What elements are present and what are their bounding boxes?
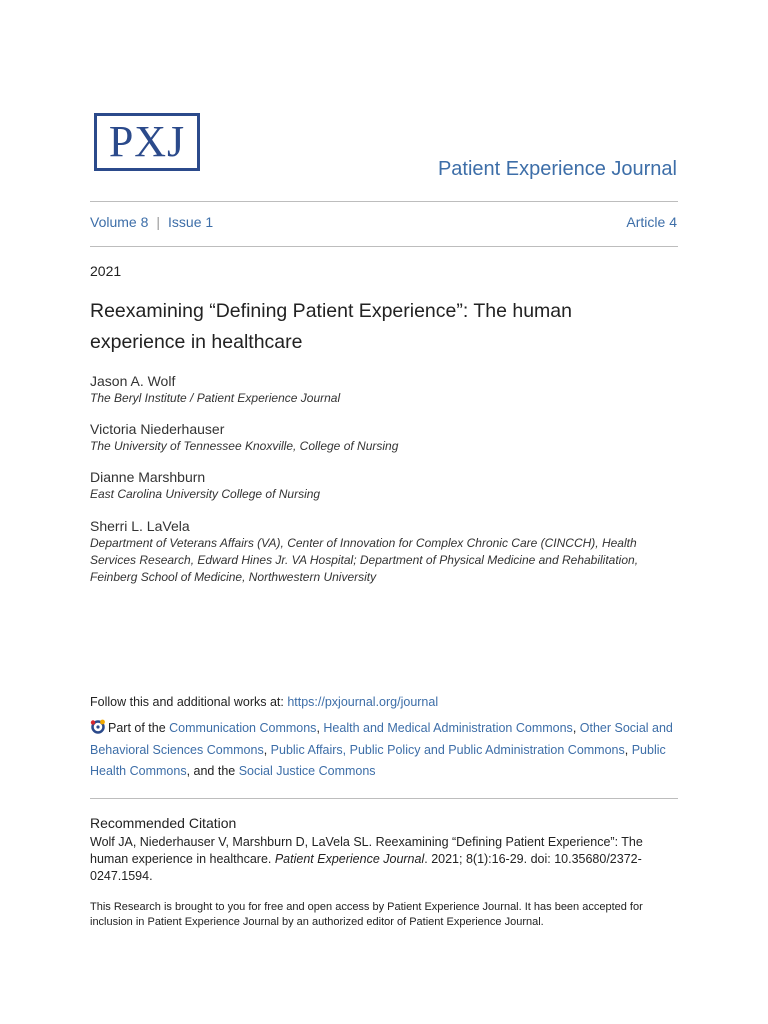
author-block <box>90 518 680 586</box>
citation-text-before: Wolf JA, Niederhauser V, Marshburn D, LaVela SL. Reexamining “Defining Patient Experience”: The human experience in healthcare. <box>90 835 643 866</box>
author-affiliation: East Carolina University College of Nursing <box>90 487 321 501</box>
follow-label: Follow this and additional works at: <box>90 695 288 709</box>
comma: , <box>263 742 271 757</box>
open-access-notice: This Research is brought to you for free and open access by Patient Experience Journal. It has been accepted for inclusion in Patient Experience Journal by an authorized editor of Patient Experience Journal. <box>90 901 643 928</box>
citation-divider <box>90 798 678 799</box>
author-name: Sherri L. LaVela <box>90 518 190 534</box>
author-block <box>90 469 680 503</box>
network-commons-icon <box>90 719 106 735</box>
article-link[interactable]: Article 4 <box>626 214 677 230</box>
citation-journal: Patient Experience Journal <box>274 852 425 866</box>
author-affiliation: The University of Tennessee Knoxville, College of Nursing <box>90 439 399 453</box>
comma: , <box>572 721 580 735</box>
author-affiliation: The Beryl Institute / Patient Experience Journal <box>90 391 341 405</box>
follow-line <box>90 695 438 709</box>
commons-link-communication[interactable]: Communication Commons <box>169 721 317 735</box>
commons-link-public-health[interactable]: Public Health Commons <box>90 742 666 778</box>
volume-link[interactable]: Volume 8 <box>90 214 149 230</box>
commons-link-social-justice[interactable]: Social Justice Commons <box>238 764 376 778</box>
comma: , <box>624 742 632 757</box>
author-name: Dianne Marshburn <box>90 469 206 485</box>
volume-issue-row <box>90 214 213 230</box>
author-name: Victoria Niederhauser <box>90 421 225 437</box>
issue-link[interactable]: Issue 1 <box>168 214 214 230</box>
and-the-text: , and the <box>186 764 239 778</box>
header-divider <box>90 201 678 202</box>
recommended-citation-text <box>90 834 680 885</box>
comma: , <box>316 721 324 735</box>
part-of-commons <box>90 718 680 783</box>
author-affiliation: Department of Veterans Affairs (VA), Center of Innovation for Complex Chronic Care (CINCCH), Health Services Research, Edward Hines Jr. VA Hospital; Department of Physical Medicine and Rehabilitation, Feinberg School of Medicine, Northwestern University <box>90 536 639 584</box>
recommended-citation-heading: Recommended Citation <box>90 815 237 831</box>
author-block <box>90 421 680 455</box>
issue-divider <box>90 246 678 247</box>
publication-year: 2021 <box>90 263 122 279</box>
author-block <box>90 373 680 407</box>
volume-issue-separator: | <box>156 214 161 230</box>
journal-url-link[interactable]: https://pxjournal.org/journal <box>287 695 439 709</box>
part-of-prefix: Part of the <box>108 721 170 735</box>
commons-link-other-social-behavioral[interactable]: Other Social and Behavioral Sciences Commons <box>90 721 673 757</box>
author-name: Jason A. Wolf <box>90 373 176 389</box>
citation-text-after: . 2021; 8(1):16-29. doi: 10.35680/2372-0247.1594. <box>90 852 642 883</box>
commons-link-public-affairs[interactable]: Public Affairs, Public Policy and Public Administration Commons <box>270 742 625 757</box>
commons-link-health-medical-admin[interactable]: Health and Medical Administration Commons <box>323 721 573 735</box>
logo-text: PXJ <box>108 117 186 166</box>
journal-name-link[interactable]: Patient Experience Journal <box>437 158 677 180</box>
article-title: Reexamining “Defining Patient Experience”: The human experience in healthcare <box>90 300 572 353</box>
journal-logo <box>94 113 200 171</box>
